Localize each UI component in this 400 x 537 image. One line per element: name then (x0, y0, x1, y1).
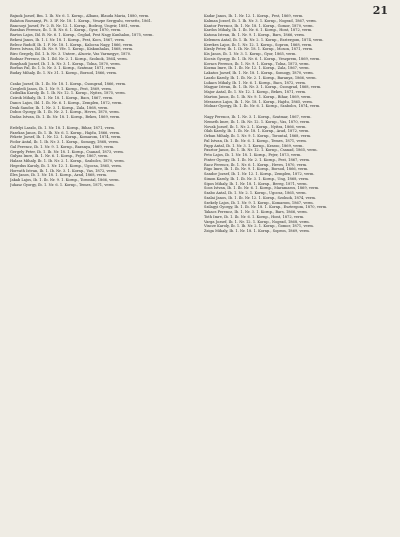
register-entry: Toth Imre, Ib. 1. Ib. Nr. 6. 1. Kornp., Hont, 1872, verm. (204, 214, 305, 219)
left-column (10, 14, 196, 531)
text-columns (10, 14, 390, 531)
register-entry: Czegledi Janos, Ib. 1. Nr. 9. 1. Kornp., Pest, 1869, verm. (10, 86, 112, 91)
register-entry: Vincze Karoly, Ib. 1. Ib. Nr. 2. 1. Kornp., Gomor, 1871, verm. (204, 224, 314, 229)
register-entry: Pinter Gyorgy, Ib. 1. Ib. Nr. 2. 1. Kornp., Pest, 1867, verm. (204, 157, 311, 162)
register-entry: Kantor Ferencz, Ib. 1. Nr. 18. 1. Kornp., Gomor, 1870, verm. (204, 23, 314, 28)
register-entry: Biro Gergely, Ibl. 1. b. Nr. 3. Unterr., Alsoviz, Vas Varmegye, 1870. (10, 52, 132, 56)
register-entry: Erdelyi Laszlo, Ib. 1. Nr. 18. 1. Kornp., Bihar, 1871, verm. (10, 125, 116, 130)
register-entry: Orban Mihaly, Ib. 1. Nr. 9. 1. Kornp., Torontal, 1868, verm. (204, 134, 312, 138)
register-entry: Fekete Jozsef, Ib. 1. Nr. 12. 1. Kornp., Komarom, 1874, verm. (10, 135, 122, 140)
register-entry: Szabo Antal, Ib. 1. Nr. 2. 1. Kornp., Ugocsa, 1865, verm. (204, 191, 307, 195)
register-entry: Szalai Janos, Ib. 1. Ib. Nr. 12. 1. Kornp., Szolnok, 1874, verm. (204, 195, 317, 200)
register-entry: Jakab Lajos, Ib. 1. Ib. Nr. 9. 1. Kornp., Torontal, 1866, verm. (10, 178, 120, 182)
register-entry: Dobos Gyorgy, Ib. 1. Ib. Nr. 2. 1. Kornp., Heves, 1870, verm. (10, 110, 120, 115)
register-entry: Fazekas Janos, Ib. 1. Ib. Nr. 6. 1. Kornp., Hajdu, 1866, verm. (10, 130, 121, 135)
register-entry: Czako Jozsef, Ib. 1. Ib. Nr. 18. 1. Kornp., Csongrad, 1866, verm. (10, 81, 127, 86)
register-entry: Nagy Ferencz, Ib. 1. Nr. 3. 1. Kornp., Szatmar, 1867, verm. (204, 115, 312, 119)
register-entry: Varga Jozsef, Ib. 1. Nr. 12. 1. Kornp., Nograd, 1868, verm. (204, 219, 310, 224)
register-entry: Lakatos Jozsef, Ib. 1. Nr. 18. 1. Kornp., Somogy, 1870, verm. (204, 71, 314, 75)
register-entry: Kardos Mihaly, Ib. 1. Ib. Nr. 6. 1. Kornp., Hont, 1872, verm. (204, 28, 313, 33)
register-entry: Lukacs Mihaly, Ib. 1. Nr. 6. 1. Kornp., Bacs, 1872, verm. (204, 80, 307, 85)
register-entry: Bodnar Ferencz, Ib. 1. Ibl. Nr. 2. 1. Kornp., Szolnok, 1864, verm. (10, 56, 128, 61)
entry-section (10, 82, 196, 120)
page-number: 21 (372, 4, 388, 17)
register-entry: Dudas Istvan, Ib. 1. Ib. Nr. 18. 1. Kornp., Bekes, 1869, verm. (10, 115, 121, 119)
register-entry: Juhasz Gyorgy, Ib. 1. Nr. 6. 1. Kornp., Temes, 1871, verm. (10, 182, 115, 187)
register-entry: Soos Istvan, Ib. 1. Ib. Nr. 6. 1. Kornp., Maramaros, 1869, verm. (204, 186, 320, 191)
register-entry: Kovacs Ferencz, Ib. 1. Nr. 9. 1. Kornp., Tolna, 1873, verm. (204, 61, 310, 66)
register-entry: Czirok Mihaly, Ib. 1. Nr. 18. 1. Kornp., Bacs, 1867, verm. (10, 96, 114, 100)
register-entry: Molnar Gyorgy, Ib. 1. Ib. Nr. 6. 1. Kornp., Szabolcs, 1874, verm. (204, 104, 321, 109)
entry-section (204, 14, 390, 109)
register-entry: Fodor Antal, Ib. 1. Ib. Nr. 3. 1. Kornp., Somogy, 1868, verm. (10, 140, 119, 144)
register-entry: Simon Karoly, Ib. 1. Ib. Nr. 3. 1. Kornp., Ung, 1868, verm. (204, 176, 310, 181)
register-entry: Kocsis Gyorgy, Ib. 1. Ib. Nr. 6. 1. Kornp., Veszprem, 1869, verm. (204, 56, 321, 61)
entry-section (10, 14, 196, 76)
register-entry: Gal Ferencz, Ib. 1. Nr. 9. 1. Kornp., Baranya, 1869, verm. (10, 144, 115, 149)
register-entry: Kis Janos, Ib. 1. Nr. 3. 1. Kornp., Gyor, 1865, verm. (204, 52, 297, 56)
register-entry: Rigo Imre, Ib. 1. Ib. Nr. 9. 1. Kornp., Borsod, 1866, verm. (204, 167, 309, 172)
register-entry: Gulyas Imre, Ib. 1. Nr. 6. 1. Kornp., Fejer, 1867, verm. (10, 154, 109, 159)
register-entry: Bajnok Jozsef, Bm. 1. Ib. Nr. 6. 1. Kornp., Albans, Blauda Maria, 1880, verm. (10, 14, 150, 18)
register-entry: Beres Istvan, Ibl. Ib. Nr. 9. Vfe. 1. Kornp., Kiskunhalas, 1868, verm. (10, 47, 134, 52)
register-entry: Kalman Jozsef, Ib. 1. Ib. Nr. 3. 1. Kornp., Nograd, 1867, verm. (204, 18, 317, 23)
register-entry: Laszlo Karoly, Ib. 1. Ib. Nr. 2. 1. Kornp., Baranya, 1866, verm. (204, 75, 317, 80)
register-entry: Czibulka Karoly, Ib. 1. Ib. Nr. 12. 1. Kornp., Nyitra, 1875, verm. (10, 91, 126, 96)
right-column (204, 14, 390, 531)
register-entry: Nemeth Imre, Ib. 1. Ib. Nr. 12. 1. Kornp., Vas, 1870, verm. (204, 119, 311, 124)
register-entry: Bancsoyi Jozsef, Fr. 2. B. Nr. 12. 1. Kornp., Bodrog, Ungvir, 1881, verm. (10, 23, 141, 28)
register-entry: Balaton Rozsanyi, Pt. 3. IF. Nr. 18. 1. Kornp., Veszpe Sergyalu, versetts, 1861. (10, 18, 153, 23)
register-entry: Racz Ferencz, Ib. 1. Nr. 6. 1. Kornp., Heves, 1870, verm. (204, 162, 308, 167)
register-entry: Belecz Rudolf, Ib. 1. F. Nr. 18. 1. Kornp., Kalocsa Nagy, 1866, verm. (10, 42, 134, 47)
register-entry: Takacs Ferencz, Ib. 1. Nr. 3. 1. Kornp., Bars, 1866, verm. (204, 210, 308, 214)
register-entry: Szekely Lajos, Ib. 1. Nr. 9. 1. Kornp., Komarom, 1867, verm. (204, 200, 314, 205)
register-entry: Marton Janos, Ib. 1. Ib. Nr. 9. 1. Kornp., Bihar, 1869, verm. (204, 94, 312, 99)
register-entry: Meszaros Lajos, Ib. 1. Nr. 18. 1. Kornp., Hajdu, 1865, verm. (204, 99, 313, 104)
register-entry: Pal Istvan, Ib. 1. Ib. Nr. 6. 1. Kornp., Temes, 1871, verm. (204, 138, 307, 143)
entry-section (204, 115, 390, 234)
register-entry: Major Antal, Ib. 1. Nr. 12. 1. Kornp., Bekes, 1871, verm. (204, 90, 307, 94)
register-entry: Borbas Pal, Ib. 1. b. Nr. 3. 1. Kornp., Szatmar, 1871, verm. (10, 66, 117, 71)
register-entry: Magyar Istvan, Ib. 1. Ib. Nr. 3. 1. Kornp., Csongrad, 1868, verm. (204, 85, 322, 90)
register-entry: Illes Janos, Ib. 1. Nr. 18. 1. Kornp., Arad, 1868, verm. (10, 173, 108, 178)
register-entry: Kozma Imre, Ib. 1. Ib. Nr. 12. 1. Kornp., Zala, 1867, verm. (204, 66, 310, 71)
register-entry: Sandor Jozsef, Ib. 1. Nr. 12. 1. Kornp., Zemplen, 1872, verm. (204, 172, 315, 176)
register-entry: Pasztor Janos, Ib. 1. Ib. Nr. 12. 1. Kornp., Csanad, 1865, verm. (204, 148, 318, 153)
register-entry: Novak Jozsef, Ib. 1. Nr. 2. 1. Kornp., Nyitra, 1866, verm. (204, 124, 307, 129)
register-entry: Zsiga Mihaly, Ib. 1. Nr. 18. 1. Kornp., Sopron, 1869, verm. (204, 229, 310, 233)
register-entry: Kerekes Lajos, Ib. 1. Nr. 12. 1. Kornp., Sopron, 1868, verm. (204, 42, 313, 47)
register-entry: Peto Lajos, Ib. 1. Nr. 18. 1. Kornp., Fejer, 1873, verm. (204, 153, 302, 157)
register-entry: Dancs Lajos, Ibl. 1. Ib. Nr. 6. 1. Kornp., Zemplen, 1872, verm. (10, 100, 123, 105)
register-entry: Papp Antal, Ib. 1. Nr. 3. 1. Kornp., Krasso, 1869, verm. (204, 143, 304, 148)
register-entry: Barabas Ferencz, Ib. 1. B. Nr. 6. 1. Kornp., Gyor, 1870, verm. (10, 28, 122, 33)
register-entry: Kiraly Peter, Ib. 1. Ib. Nr. 18. 1. Kornp., Moson, 1871, verm. (204, 47, 314, 52)
register-entry: Bonyhadi Jozsef, Ib. 1. b. Nr. 3. 1. Kornp., Tolna, 1870, verm. (10, 61, 121, 66)
register-entry: Sipos Mihaly, Ib. 1. Nr. 18. 1. Kornp., Bereg, 1871, verm. (204, 181, 308, 186)
register-entry: Szilagyi Gyorgy, Ib. 1. Ib. Nr. 18. 1. Kornp., Esztergom, 1870, verm. (204, 205, 328, 210)
register-entry: Bartos Lajos, Ibl. B. Nr. 6. 1. Kornp., Ceglad, Pest Nagy Kunhalon, 1875, verm. (10, 33, 154, 37)
register-entry: Gergely Peter, Ib. 1. Ib. Nr. 18. 1. Kornp., Csanad, 1873, verm. (10, 149, 124, 154)
register-entry: Katona Istvan, Ib. 1. Nr. 9. 1. Kornp., Bars, 1866, verm. (204, 33, 305, 37)
register-entry: Kadar Janos, Ib. 1. Nr. 12. 1. Kornp., Pest, 1869, verm. (204, 14, 304, 18)
register-entry: Hegedus Karoly, Ib. 1. Nr. 12. 1. Kornp., Ugocsa, 1865, verm. (10, 163, 122, 168)
register-entry: Olah Karoly, Ib. 1. Ib. Nr. 18. 1. Kornp., Arad, 1872, verm. (204, 129, 310, 134)
register-entry: Halasz Mihaly, Ib. 1. Ib. Nr. 2. 1. Kornp., Szabolcs, 1870, verm. (10, 159, 125, 163)
register-entry: Bekesi Janos, Ib. 1. I. Nr. 18. 1. Kornp., Pest, Kocs, 1867, verm. (10, 37, 126, 42)
register-entry: Deak Sandor, Ib. 1. Nr. 3. 1. Kornp., Zala, 1868, verm. (10, 105, 109, 110)
register-entry: Horvath Istvan, Ib. 1. Ib. Nr. 3. 1. Kornp., Vas, 1872, verm. (10, 168, 117, 173)
entry-section (10, 126, 196, 188)
register-entry: Kelemen Antal, Ib. 1. Ib. Nr. 2. 1. Kornp., Esztergom, 1874, verm. (204, 37, 324, 42)
register-entry: Buday Mihaly, Ib. 1. Nr. 31. 1. Kornp., Borsod, 1866, verm. (10, 71, 118, 75)
